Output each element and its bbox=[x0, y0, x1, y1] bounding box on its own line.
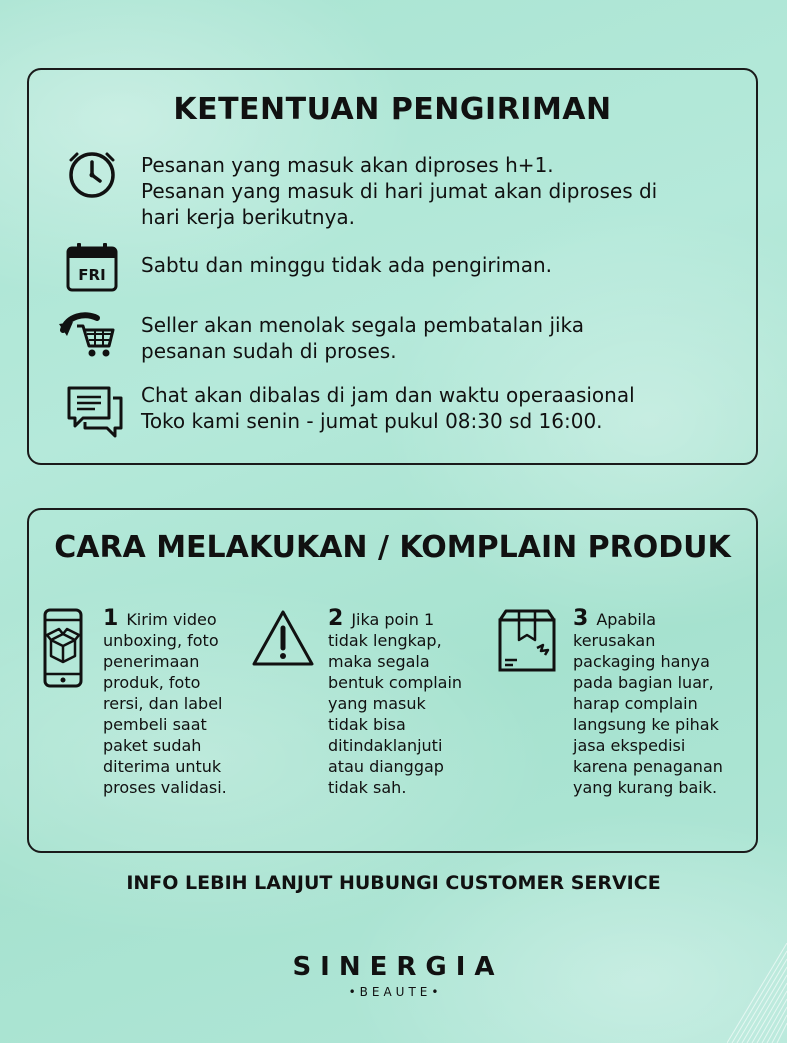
step-number: 2 bbox=[328, 606, 344, 631]
shipping-terms-title: KETENTUAN PENGIRIMAN bbox=[173, 92, 612, 127]
shipping-rule-text: Sabtu dan minggu tidak ada pengiriman. bbox=[141, 253, 552, 277]
shipping-terms-panel bbox=[27, 68, 758, 465]
customer-service-info: INFO LEBIH LANJUT HUBUNGI CUSTOMER SERVICE bbox=[126, 872, 661, 894]
decorative-lines bbox=[727, 943, 787, 1043]
complaint-step-text: 1 Kirim video unboxing, foto penerimaan produk, foto rersi, dan label pembeli saat paket sudah diterima untuk proses validasi. bbox=[103, 606, 227, 797]
chat-icon bbox=[67, 384, 123, 444]
complaint-step-text: 2 Jika poin 1 tidak lengkap, maka segala bentuk complain yang masuk tidak bisa ditindaklanjuti atau dianggap tidak sah. bbox=[328, 606, 463, 797]
brand-logo-subtitle: •BEAUTE• bbox=[348, 985, 443, 999]
shipping-rule-text: Pesanan yang masuk akan diproses h+1. Pesanan yang masuk di hari jumat akan diproses di hari kerja berikutnya. bbox=[141, 153, 658, 229]
cart-return-icon bbox=[59, 308, 115, 364]
clock-icon bbox=[67, 150, 117, 204]
complaint-step-text: 3 Apabila kerusakan packaging hanya pada bagian luar, harap complain langsung ke pihak jasa ekspedisi karena penaganan yang kurang baik. bbox=[573, 606, 723, 797]
warning-icon bbox=[250, 608, 316, 672]
complaint-panel bbox=[27, 508, 758, 853]
complaint-title: CARA MELAKUKAN / KOMPLAIN PRODUK bbox=[54, 530, 731, 565]
calendar-icon bbox=[65, 242, 119, 296]
brand-logo-name: SINERGIA bbox=[292, 952, 504, 982]
svg-text:FRI: FRI bbox=[78, 266, 106, 284]
step-number: 1 bbox=[103, 606, 119, 631]
damaged-box-icon bbox=[497, 608, 557, 678]
step-number: 3 bbox=[573, 606, 589, 631]
shipping-rule-text: Chat akan dibalas di jam dan waktu operaasional Toko kami senin - jumat pukul 08:30 sd 16:00. bbox=[141, 383, 635, 433]
shipping-rule-text: Seller akan menolak segala pembatalan jika pesanan sudah di proses. bbox=[141, 313, 585, 363]
phone-box-icon bbox=[43, 608, 83, 692]
